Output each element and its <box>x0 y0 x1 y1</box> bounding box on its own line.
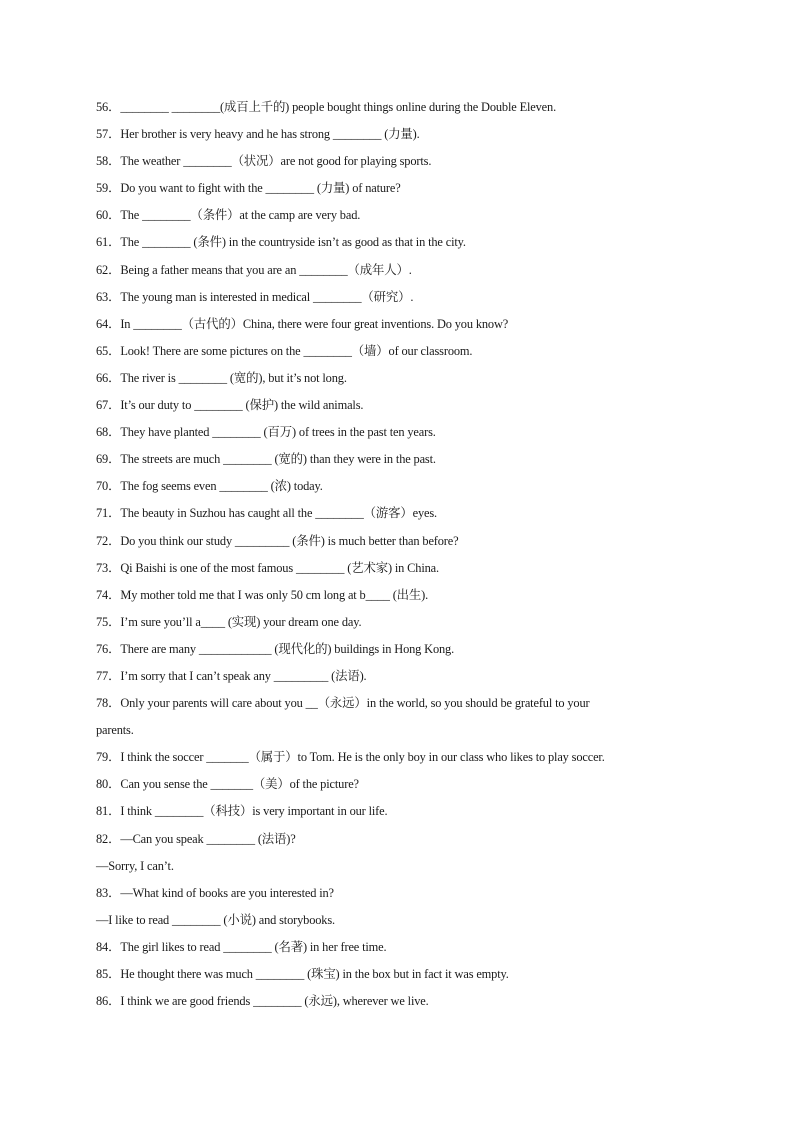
question-86: 86．I think we are good friends ________ (永远), wherever we live. <box>96 994 429 1009</box>
question-63: 63．The young man is interested in medical ________（研究）. <box>96 289 414 304</box>
question-84: 84．The girl likes to read ________ (名著) in her free time. <box>96 939 387 954</box>
question-62: 62．Being a father means that you are an ________（成年人）. <box>96 262 412 277</box>
question-78: 78．Only your parents will care about you __（永远）in the world, so you should be grateful to your <box>96 696 590 711</box>
question-65: 65．Look! There are some pictures on the ________（墙）of our classroom. <box>96 343 473 358</box>
question-60: 60．The ________（条件）at the camp are very bad. <box>96 208 361 223</box>
exercise-list <box>96 94 706 1015</box>
question-77: 77．I’m sorry that I can’t speak any _________ (法语). <box>96 668 367 683</box>
question-83: 83．—What kind of books are you interested in? <box>96 885 334 900</box>
question-58: 58．The weather ________（状况）are not good for playing sports. <box>96 154 432 169</box>
question-74: 74．My mother told me that I was only 50 cm long at b____ (出生). <box>96 587 429 602</box>
question-72: 72．Do you think our study _________ (条件) is much better than before? <box>96 533 459 548</box>
question-85: 85．He thought there was much ________ (珠宝) in the box but in fact it was empty. <box>96 967 509 981</box>
question-81: 81．I think ________（科技）is very important in our life. <box>96 804 388 819</box>
question-82-reply: —Sorry, I can’t. <box>96 858 174 873</box>
question-57: 57．Her brother is very heavy and he has strong ________ (力量). <box>96 127 420 142</box>
question-76: 76．There are many ____________ (现代化的) buildings in Hong Kong. <box>96 641 455 656</box>
question-68: 68．They have planted ________ (百万) of trees in the past ten years. <box>96 425 436 440</box>
question-59: 59．Do you want to fight with the ________ (力量) of nature? <box>96 181 401 196</box>
question-83-reply: —I like to read ________ (小说) and storybooks. <box>96 912 335 927</box>
question-67: 67．It’s our duty to ________ (保护) the wild animals. <box>96 398 364 413</box>
question-79: 79．I think the soccer _______（属于）to Tom. He is the only boy in our class who likes to play soccer. <box>96 750 605 765</box>
question-73: 73．Qi Baishi is one of the most famous ________ (艺术家) in China. <box>96 560 439 575</box>
question-80: 80．Can you sense the _______（美）of the picture? <box>96 777 359 792</box>
question-78-continued: parents. <box>96 723 134 738</box>
question-70: 70．The fog seems even ________ (浓) today. <box>96 479 323 494</box>
question-66: 66．The river is ________ (宽的), but it’s not long. <box>96 370 347 385</box>
question-71: 71．The beauty in Suzhou has caught all the ________（游客）eyes. <box>96 506 437 521</box>
question-61: 61．The ________ (条件) in the countryside isn’t as good as that in the city. <box>96 235 466 250</box>
question-69: 69．The streets are much ________ (宽的) than they were in the past. <box>96 452 436 467</box>
question-56: 56．________ ________(成百上千的) people bought things online during the Double Eleven. <box>96 100 557 114</box>
question-82: 82．—Can you speak ________ (法语)? <box>96 831 296 846</box>
question-75: 75．I’m sure you’ll a____ (实现) your dream one day. <box>96 614 362 629</box>
question-64: 64．In ________（古代的）China, there were four great inventions. Do you know? <box>96 316 509 331</box>
